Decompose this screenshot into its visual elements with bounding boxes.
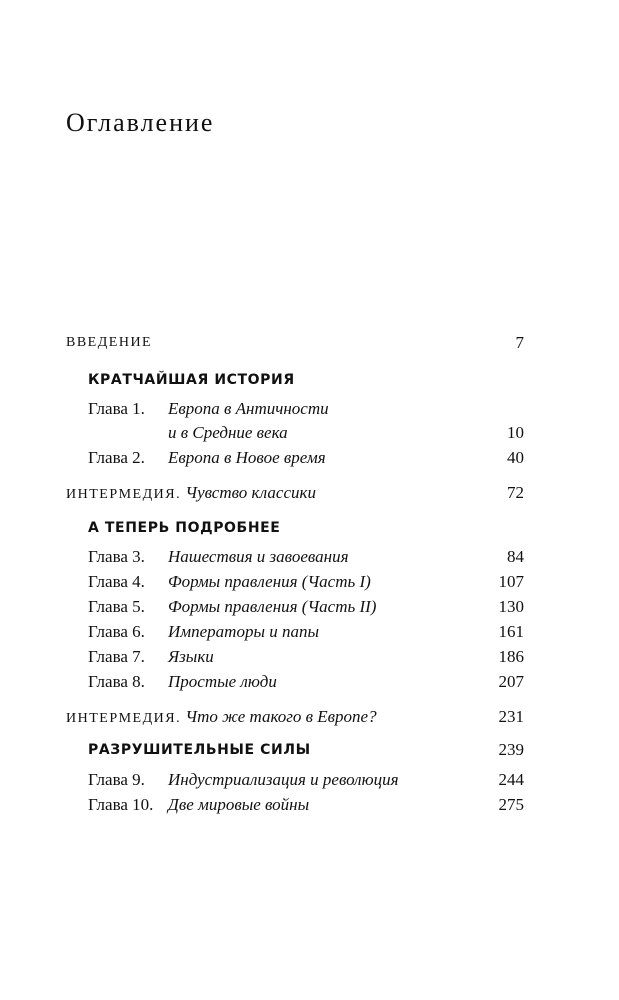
ch10-title: Две мировые войны [168,795,310,814]
ch7-page: 186 [498,647,524,666]
toc-entry-interm2[interactable] [0,705,524,729]
interm1-page: 72 [507,483,524,502]
interm1-title: Чувство классики [185,483,316,502]
interm1-text [66,481,316,507]
page-title: Оглавление [66,108,215,137]
section-3-label: РАЗРУШИТЕЛЬНЫЕ СИЛЫ [88,742,311,758]
toc-entry-intro[interactable] [0,331,524,355]
ch9-page: 244 [498,770,524,789]
ch8-title: Простые люди [168,672,277,691]
ch8-page: 207 [498,672,524,691]
toc-entry-ch6[interactable] [0,620,524,644]
ch3-title: Нашествия и завоевания [168,547,349,566]
section-heading-2 [0,516,524,540]
ch1-page: 10 [507,423,524,442]
ch6-title: Императоры и папы [168,622,319,641]
toc-entry-ch5[interactable] [0,595,524,619]
ch4-page: 107 [498,572,524,591]
ch1-number: Глава 1. [88,399,145,418]
section-heading-3[interactable] [0,738,524,762]
ch4-number: Глава 4. [88,572,145,591]
ch5-number: Глава 5. [88,597,145,616]
toc-entry-ch7[interactable] [0,645,524,669]
intro-page: 7 [515,333,524,352]
intro-label: ВВЕДЕНИЕ [66,335,153,350]
toc-entry-ch4[interactable] [0,570,524,594]
toc-entry-ch2[interactable] [0,446,524,470]
ch5-page: 130 [498,597,524,616]
ch10-page: 275 [498,795,524,814]
toc-entry-interm1[interactable] [0,481,524,505]
ch3-page: 84 [507,547,524,566]
section-2-label: А ТЕПЕРЬ ПОДРОБНЕЕ [88,520,281,536]
ch2-page: 40 [507,448,524,467]
ch9-number: Глава 9. [88,770,145,789]
ch7-number: Глава 7. [88,647,145,666]
ch9-title: Индустриализация и революция [168,770,399,789]
ch2-number: Глава 2. [88,448,145,467]
ch6-number: Глава 6. [88,622,145,641]
ch10-number: Глава 10. [88,795,154,814]
interm2-text [66,705,377,731]
toc-entry-ch10[interactable] [0,793,524,817]
section-heading-1 [0,368,524,392]
interm2-page: 231 [498,707,524,726]
section-3-page: 239 [498,740,524,759]
section-1-label: КРАТЧАЙШАЯ ИСТОРИЯ [88,372,295,388]
toc-entry-ch1-cont[interactable] [0,421,524,445]
ch3-number: Глава 3. [88,547,145,566]
toc-entry-ch3[interactable] [0,545,524,569]
toc-entry-ch8[interactable] [0,670,524,694]
toc-entry-ch1[interactable] [0,397,524,421]
ch1-title-line1: Европа в Античности [168,399,329,418]
interm2-title: Что же такого в Европе? [185,707,377,726]
interm1-label: ИНТЕРМЕДИЯ. [66,487,182,502]
ch6-page: 161 [498,622,524,641]
interm2-label: ИНТЕРМЕДИЯ. [66,711,182,726]
ch7-title: Языки [168,647,214,666]
ch8-number: Глава 8. [88,672,145,691]
ch5-title: Формы правления (Часть II) [168,597,377,616]
ch4-title: Формы правления (Часть I) [168,572,371,591]
ch1-title-line2: и в Средние века [168,423,288,442]
ch2-title: Европа в Новое время [168,448,326,467]
toc-entry-ch9[interactable] [0,768,524,792]
